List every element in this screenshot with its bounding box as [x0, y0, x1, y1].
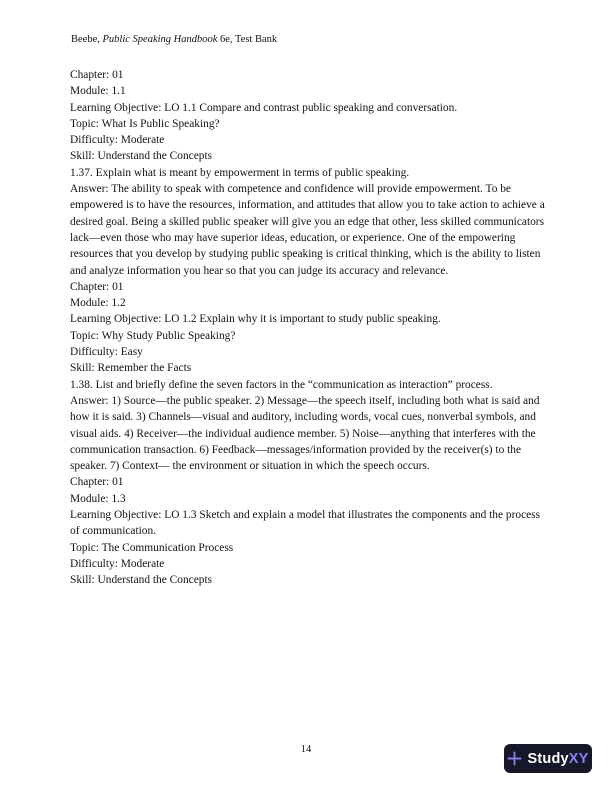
header-author: Beebe,: [71, 34, 103, 45]
meta-module: Module: 1.2: [70, 297, 126, 310]
studyxy-logo: [504, 744, 592, 773]
meta-difficulty: Difficulty: Moderate: [70, 557, 165, 570]
question-metadata-block-1: [70, 67, 548, 165]
meta-chapter: Chapter: 01: [70, 476, 124, 489]
meta-skill: Skill: Remember the Facts: [70, 362, 192, 375]
header-book-title: Public Speaking Handbook: [102, 34, 218, 45]
meta-learning-objective: Learning Objective: LO 1.3 Sketch and explain a model that illustrates the components and the process of communication.: [70, 509, 541, 538]
meta-module: Module: 1.1: [70, 85, 126, 98]
meta-topic: Topic: Why Study Public Speaking?: [70, 329, 236, 342]
brand-word-study: Study: [527, 750, 569, 767]
brand-word: [527, 751, 588, 767]
meta-learning-objective: Learning Objective: LO 1.2 Explain why it is important to study public speaking.: [70, 313, 441, 326]
meta-chapter: Chapter: 01: [70, 69, 124, 81]
running-header: [71, 33, 277, 46]
meta-chapter: Chapter: 01: [70, 280, 124, 293]
page-number: 14: [300, 744, 312, 755]
meta-difficulty: Difficulty: Easy: [70, 346, 143, 359]
question-1-37: 1.37. Explain what is meant by empowerment in terms of public speaking.: [70, 166, 410, 179]
plus-icon: [507, 751, 522, 766]
header-edition: 6e, Test Bank: [217, 34, 278, 45]
question-1-38: 1.38. List and briefly define the seven factors in the “communication as interaction” process.: [70, 378, 493, 391]
meta-difficulty: Difficulty: Moderate: [70, 134, 165, 147]
answer-1-37: Answer: The ability to speak with competence and confidence will provide empowerment. To be empowered is to have the resources, information, and attitudes that allow you to take action to achieve a desired goal. Being a skilled public speaker will give you an edge that other, less skilled communicators lack—even those who may have superior ideas, education, or experience. One of the empowering resources that you develop by studying public speaking is critical thinking, which is the ability to listen and analyze information you hear so that you can judge its accuracy and relevance.: [70, 183, 545, 277]
question-metadata-block-2: [70, 279, 548, 377]
question-metadata-block-3: [70, 474, 548, 588]
page-content: [70, 67, 548, 589]
meta-topic: Topic: The Communication Process: [70, 541, 234, 554]
meta-topic: Topic: What Is Public Speaking?: [70, 117, 220, 130]
meta-skill: Skill: Understand the Concepts: [70, 150, 213, 163]
brand-word-xy: XY: [568, 750, 589, 767]
meta-module: Module: 1.3: [70, 492, 126, 505]
answer-1-38: Answer: 1) Source—the public speaker. 2) Message—the speech itself, including both what is said and how it is said. 3) Channels—visual and auditory, including words, vocal cues, nonverbal symbols, and visual aids. 4) Receiver—the individual audience member. 5) Noise—anything that interferes with the communication transaction. 6) Feedback—messages/information provided by the receiver(s) to the speaker. 7) Context— the environment or situation in which the speech occurs.: [70, 394, 540, 473]
meta-learning-objective: Learning Objective: LO 1.1 Compare and contrast public speaking and conversation.: [70, 101, 458, 114]
meta-skill: Skill: Understand the Concepts: [70, 574, 213, 587]
